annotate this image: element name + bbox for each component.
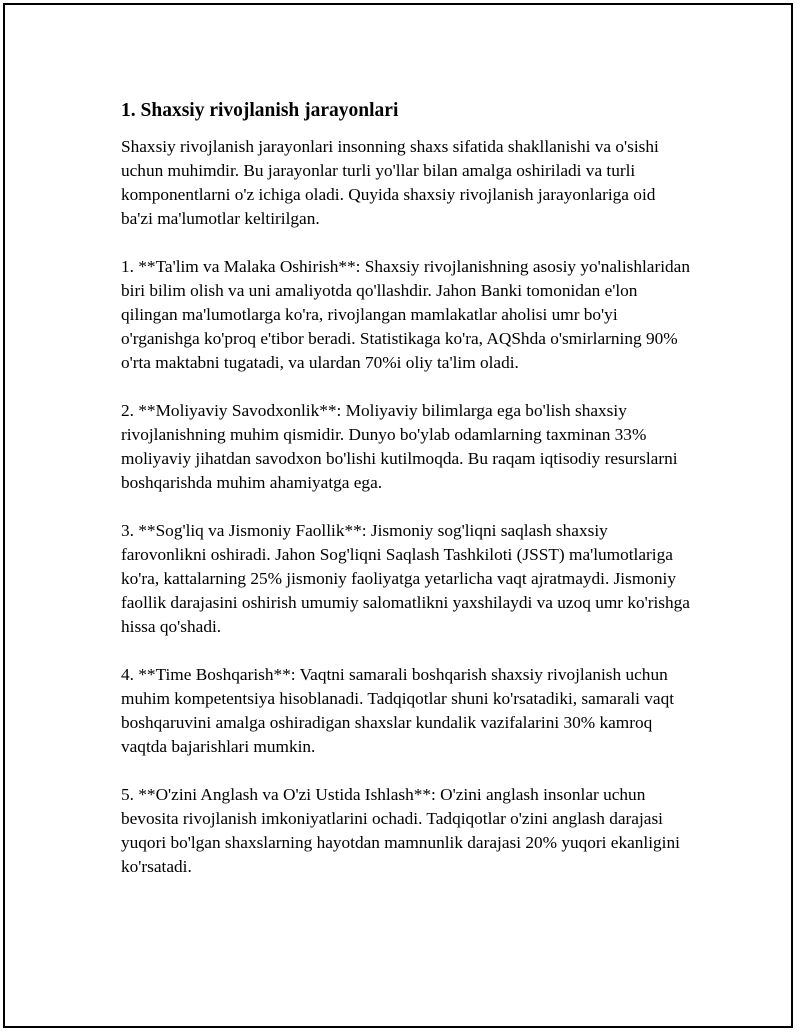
item-paragraph-5: 5. **O'zini Anglash va O'zi Ustida Ishlash**: O'zini anglash insonlar uchun bevosita rivojlanish imkoniyatlarini ochadi. Tadqiqotlar o'zini anglash darajasi yuqori bo'lgan shaxslarning hayotdan mamnunlik darajasi 20% yuqori ekanligini ko'rsatadi.	[121, 785, 680, 876]
intro-paragraph: Shaxsiy rivojlanish jarayonlari insonning shaxs sifatida shakllanishi va o'sishi uchun muhimdir. Bu jarayonlar turli yo'llar bilan amalga oshiriladi va turli komponentlarni o'z ichiga oladi. Quyida shaxsiy rivojlanish jarayonlariga oid ba'zi ma'lumotlar keltirilgan.	[121, 137, 659, 228]
item-paragraph-2: 2. **Moliyaviy Savodxonlik**: Moliyaviy bilimlarga ega bo'lish shaxsiy rivojlanishning muhim qismidir. Dunyo bo'ylab odamlarning taxminan 33% moliyaviy jihatdan savodxon bo'lishi kutilmoqda. Bu raqam iqtisodiy resurslarni boshqarishda muhim ahamiyatga ega.	[121, 401, 678, 492]
item-paragraph-1: 1. **Ta'lim va Malaka Oshirish**: Shaxsiy rivojlanishning asosiy yo'nalishlaridan biri bilim olish va uni amaliyotda qo'llashdir. Jahon Banki tomonidan e'lon qilingan ma'lumotlarga ko'ra, rivojlangan mamlakatlar aholisi umr bo'yi o'rganishga ko'proq e'tibor beradi. Statistikaga ko'ra, AQShda o'smirlarning 90% o'rta maktabni tugatadi, va ulardan 70%i oliy ta'lim oladi.	[121, 257, 690, 372]
document-content	[121, 97, 691, 879]
document-title: 1. Shaxsiy rivojlanish jarayonlari	[121, 100, 399, 121]
document-page	[3, 3, 793, 1028]
item-paragraph-4: 4. **Time Boshqarish**: Vaqtni samarali boshqarish shaxsiy rivojlanish uchun muhim kompetentsiya hisoblanadi. Tadqiqotlar shuni ko'rsatadiki, samarali vaqt boshqaruvini amalga oshiradigan shaxslar kundalik vazifalarini 30% kamroq vaqtda bajarishlari mumkin.	[121, 665, 675, 756]
item-paragraph-3: 3. **Sog'liq va Jismoniy Faollik**: Jismoniy sog'liqni saqlash shaxsiy farovonlikni oshiradi. Jahon Sog'liqni Saqlash Tashkiloti (JSST) ma'lumotlariga ko'ra, kattalarning 25% jismoniy faoliyatga yetarlicha vaqt ajratmaydi. Jismoniy faollik darajasini oshirish umumiy salomatlikni yaxshilaydi va uzoq umr ko'rishga hissa qo'shadi.	[121, 521, 690, 636]
